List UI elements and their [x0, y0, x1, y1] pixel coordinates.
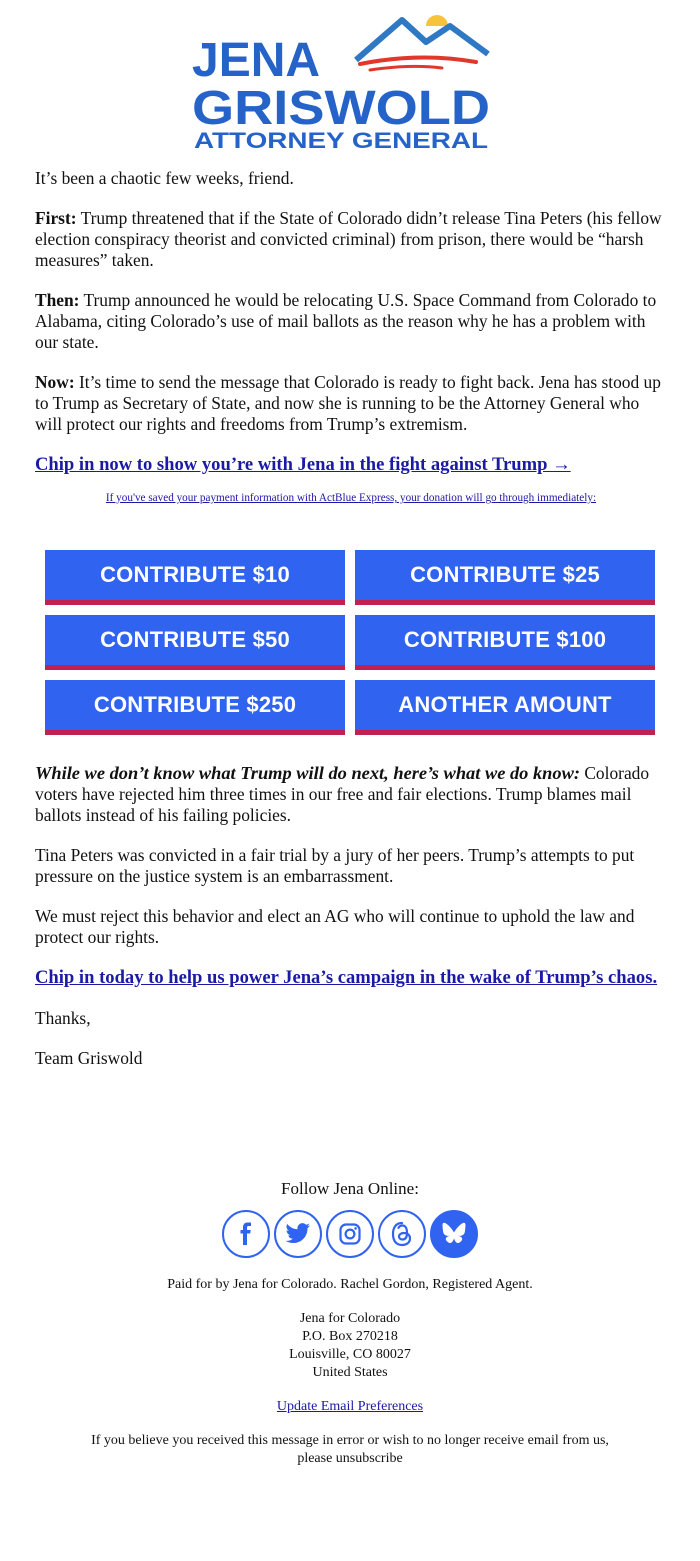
- paragraph-then: [35, 290, 667, 353]
- unsubscribe-link[interactable]: please unsubscribe: [297, 1451, 403, 1466]
- social-links: [0, 1210, 700, 1258]
- donate-link-top[interactable]: Chip in now to show you’re with Jena in the fight against Trump →: [35, 454, 571, 475]
- known-text: Colorado voters have rejected him three times in our free and fair elections. Trump blames mail ballots instead of his failing policies.: [35, 763, 650, 825]
- logo-name-first: JENA: [192, 34, 321, 87]
- address-city: Louisville, CO 80027: [289, 1347, 411, 1362]
- contribute-50-button[interactable]: CONTRIBUTE $50: [45, 615, 345, 670]
- email-body: [35, 168, 667, 528]
- then-label: Then:: [35, 290, 80, 310]
- bluesky-icon[interactable]: [430, 1210, 478, 1258]
- contribute-25-button[interactable]: CONTRIBUTE $25: [355, 550, 655, 605]
- unsubscribe-notice: [0, 1432, 700, 1468]
- greeting: It’s been a chaotic few weeks, friend.: [35, 168, 294, 188]
- contribute-100-button[interactable]: CONTRIBUTE $100: [355, 615, 655, 670]
- known-label: While we don’t know what Trump will do next, here’s what we do know:: [35, 763, 580, 783]
- another-amount-button[interactable]: ANOTHER AMOUNT: [355, 680, 655, 735]
- paragraph-reject: We must reject this behavior and elect an AG who will continue to uphold the law and protect our rights.: [35, 906, 635, 947]
- threads-icon[interactable]: [378, 1210, 426, 1258]
- cta-paragraph-1: [35, 454, 667, 476]
- paragraph-known: [35, 763, 667, 826]
- contribute-10-button[interactable]: CONTRIBUTE $10: [45, 550, 345, 605]
- email-footer: [0, 1180, 700, 1484]
- then-text: Trump announced he would be relocating U.S. Space Command from Colorado to Alabama, citing Colorado’s use of mail ballots as the reason why he has a problem with our state.: [35, 290, 657, 352]
- paragraph-now: [35, 372, 667, 435]
- now-label: Now:: [35, 372, 75, 392]
- donate-link-bottom[interactable]: Chip in today to help us power Jena’s campaign in the wake of Trump’s chaos.: [35, 967, 658, 988]
- swoosh-icon: [360, 57, 476, 64]
- address-country: United States: [312, 1365, 388, 1380]
- paid-for-disclaimer: Paid for by Jena for Colorado. Rachel Gordon, Registered Agent.: [167, 1277, 533, 1292]
- paragraph-first: [35, 208, 667, 271]
- sun-icon: [426, 15, 448, 26]
- contribute-250-button[interactable]: CONTRIBUTE $250: [45, 680, 345, 735]
- email-body-continued: [35, 763, 667, 1088]
- first-text: Trump threatened that if the State of Colorado didn’t release Tina Peters (his fellow election conspiracy theorist and convicted criminal) from prison, there would be “harsh measures” taken.: [35, 208, 662, 270]
- follow-heading: Follow Jena Online:: [281, 1179, 419, 1198]
- first-label: First:: [35, 208, 77, 228]
- thanks: Thanks,: [35, 1008, 91, 1028]
- logo-title: ATTORNEY GENERAL: [194, 128, 488, 152]
- cta-paragraph-2: [35, 967, 667, 989]
- facebook-icon[interactable]: [222, 1210, 270, 1258]
- twitter-icon[interactable]: [274, 1210, 322, 1258]
- signature: Team Griswold: [35, 1048, 143, 1068]
- preferences-paragraph: [0, 1398, 700, 1416]
- address-box: P.O. Box 270218: [302, 1329, 398, 1344]
- now-text: It’s time to send the message that Colorado is ready to fight back. Jena has stood up to Trump as Secretary of State, and now she is running to be the Attorney General who will protect our rights and freedoms from Trump’s extremism.: [35, 372, 661, 434]
- logo-name-last: GRISWOLD: [192, 82, 490, 135]
- mailing-address: [0, 1310, 700, 1382]
- instagram-icon[interactable]: [326, 1210, 374, 1258]
- actblue-note-link[interactable]: If you've saved your payment information with ActBlue Express, your donation will go through immediately:: [105, 492, 597, 504]
- unsubscribe-text: If you believe you received this message in error or wish to no longer receive email from us,: [91, 1433, 609, 1448]
- update-preferences-link[interactable]: Update Email Preferences: [276, 1399, 424, 1414]
- logo-graphic: [190, 12, 510, 152]
- address-name: Jena for Colorado: [299, 1311, 401, 1326]
- paragraph-peters: Tina Peters was convicted in a fair trial by a jury of her peers. Trump’s attempts to put pressure on the justice system is an embarrassment.: [35, 845, 635, 886]
- campaign-logo: [0, 12, 700, 157]
- actblue-note-paragraph: [35, 488, 667, 509]
- mountains-icon: [356, 20, 488, 60]
